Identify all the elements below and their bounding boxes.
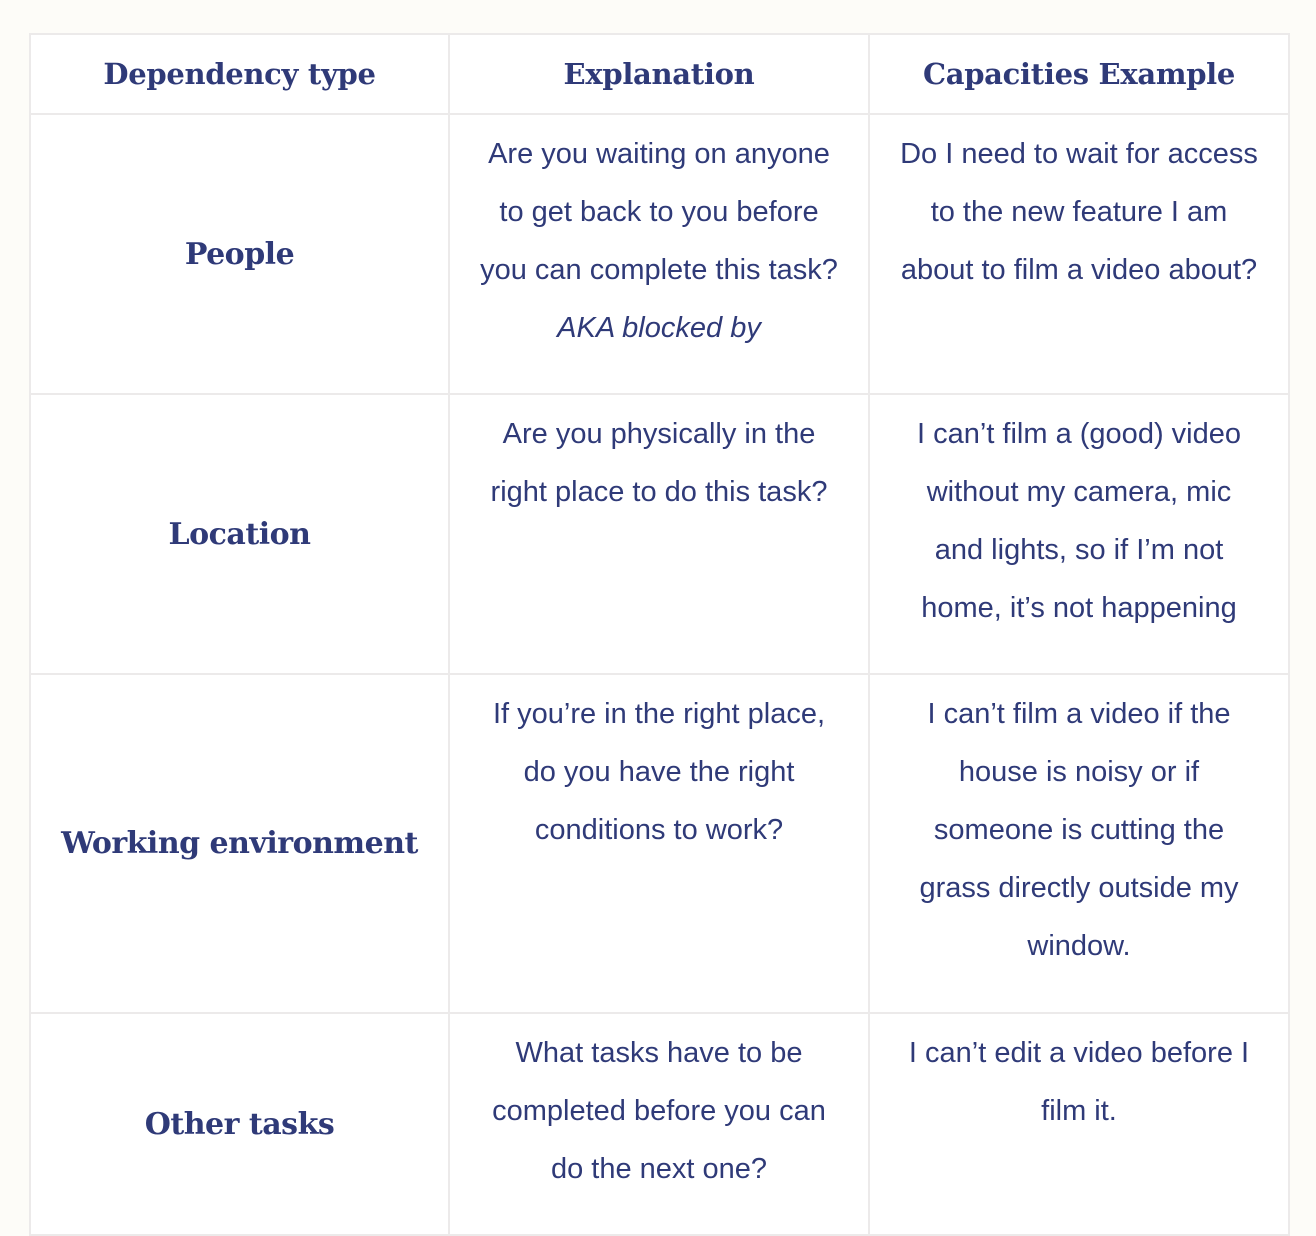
explanation-cell <box>449 674 869 1013</box>
table-row <box>30 114 1289 394</box>
example-line: Do I need to wait for access <box>900 138 1258 170</box>
dependency-type-cell: People <box>30 114 449 394</box>
example-line: I can’t edit a video before I <box>908 1037 1250 1069</box>
example-line: home, it’s not happening <box>921 592 1237 624</box>
example-cell <box>869 114 1289 394</box>
dependency-type-cell: Location <box>30 394 449 674</box>
table-row <box>30 674 1289 1013</box>
example-line: house is noisy or if <box>958 756 1200 788</box>
explanation-line: What tasks have to be <box>515 1037 803 1069</box>
example-line: someone is cutting the <box>933 814 1225 846</box>
example-cell <box>869 674 1289 1013</box>
example-line: to the new feature I am <box>930 196 1228 228</box>
explanation-line: do you have the right <box>523 756 795 788</box>
example-line: I can’t film a (good) video <box>917 418 1241 450</box>
dependency-type-cell: Working environment <box>30 674 449 1013</box>
example-line: without my camera, mic <box>926 476 1232 508</box>
explanation-line: you can complete this task? <box>480 254 838 286</box>
example-line: and lights, so if I’m not <box>934 534 1224 566</box>
table-row <box>30 1013 1289 1235</box>
example-line: about to film a video about? <box>900 254 1258 286</box>
explanation-line: completed before you can <box>492 1095 826 1127</box>
example-line: grass directly outside my <box>919 872 1239 904</box>
explanation-note: AKA blocked by <box>557 312 761 344</box>
explanation-line: Are you waiting on anyone <box>488 138 830 170</box>
header-explanation: Explanation <box>449 34 869 114</box>
header-capacities-example: Capacities Example <box>869 34 1289 114</box>
explanation-cell <box>449 1013 869 1235</box>
example-cell <box>869 394 1289 674</box>
dependency-table <box>29 33 1290 1236</box>
table-header-row <box>30 34 1289 114</box>
table-row <box>30 394 1289 674</box>
header-dependency-type: Dependency type <box>30 34 449 114</box>
example-line: window. <box>1027 930 1131 962</box>
explanation-cell <box>449 114 869 394</box>
example-line: I can’t film a video if the <box>927 698 1231 730</box>
example-cell <box>869 1013 1289 1235</box>
example-line: film it. <box>1041 1095 1117 1127</box>
explanation-line: conditions to work? <box>534 814 784 846</box>
explanation-line: to get back to you before <box>499 196 819 228</box>
explanation-line: Are you physically in the <box>502 418 816 450</box>
explanation-line: right place to do this task? <box>490 476 828 508</box>
dependency-type-cell: Other tasks <box>30 1013 449 1235</box>
explanation-line: do the next one? <box>550 1153 768 1185</box>
explanation-line: If you’re in the right place, <box>492 698 826 730</box>
explanation-cell <box>449 394 869 674</box>
